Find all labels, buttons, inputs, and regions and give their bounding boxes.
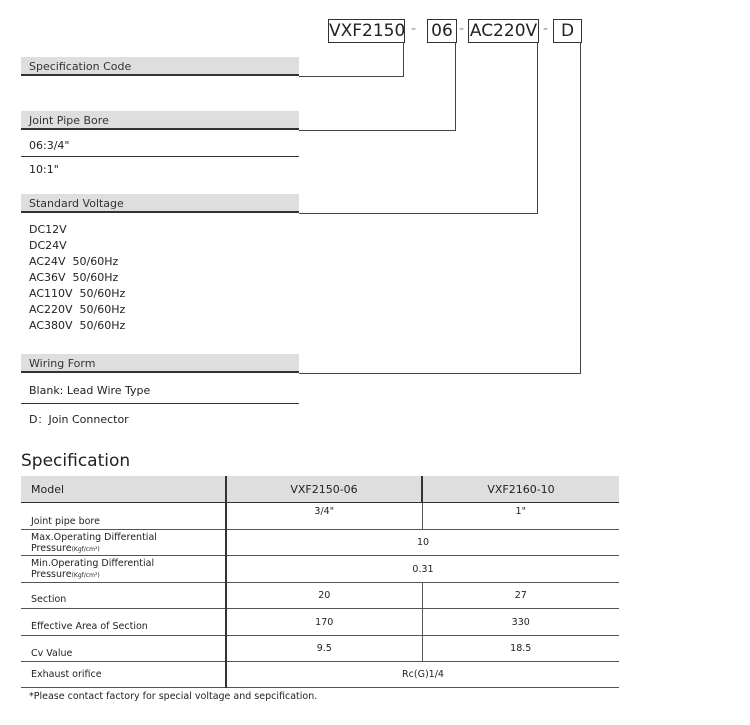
row-value: 330 <box>422 609 619 636</box>
table-row <box>21 530 619 556</box>
connector-line <box>455 42 456 130</box>
row-label <box>21 530 226 556</box>
wiring-form-header: Wiring Form <box>21 354 299 373</box>
row-label-text: Max.Operating Differential Pressure <box>31 531 157 554</box>
row-label: Exhaust orifice <box>21 662 226 688</box>
table-row <box>21 556 619 583</box>
footnote: *Please contact factory for special voltage and sepcification. <box>29 691 318 702</box>
voltage-option: AC110V 50/60Hz <box>29 287 126 300</box>
connector-line <box>299 76 404 77</box>
header-model-1: VXF2150-06 <box>226 476 422 503</box>
row-value: 18.5 <box>422 636 619 662</box>
voltage-option: AC220V 50/60Hz <box>29 303 126 316</box>
row-value: 27 <box>422 583 619 609</box>
voltage-option: AC380V 50/60Hz <box>29 319 126 332</box>
code-separator: - <box>411 21 417 37</box>
table-row <box>21 662 619 688</box>
voltage-option: AC24V 50/60Hz <box>29 255 119 268</box>
joint-pipe-bore-header: Joint Pipe Bore <box>21 111 299 130</box>
code-separator: - <box>459 21 465 37</box>
row-label: Effective Area of Section <box>21 609 226 636</box>
row-value-merged: 0.31 <box>226 556 619 583</box>
unit-label: (Kgf/cm²) <box>71 545 100 553</box>
code-part-bore: 06 <box>427 19 457 43</box>
connector-line <box>299 373 581 374</box>
connector-line <box>299 213 538 214</box>
row-value-merged: 10 <box>226 530 619 556</box>
table-row <box>21 636 619 662</box>
connector-line <box>299 130 456 131</box>
row-label: Cv Value <box>21 636 226 662</box>
unit-label: (Kgf/cm²) <box>71 572 100 579</box>
row-value: 170 <box>226 609 422 636</box>
voltage-option: AC36V 50/60Hz <box>29 271 119 284</box>
row-value: 1" <box>422 503 619 530</box>
code-separator: - <box>543 21 549 37</box>
divider <box>21 403 299 404</box>
wiring-option: Blank: Lead Wire Type <box>29 384 151 397</box>
voltage-option: DC12V <box>29 223 67 236</box>
row-label: Section <box>21 583 226 609</box>
spec-title: Specification <box>21 451 131 471</box>
row-label-text: Min.Operating Differential Pressure <box>31 558 155 580</box>
row-value: 20 <box>226 583 422 609</box>
bore-option: 06:3/4" <box>29 139 70 152</box>
specification-code-header: Specification Code <box>21 57 299 76</box>
table-row <box>21 583 619 609</box>
row-value-merged: Rc(G)1/4 <box>226 662 619 688</box>
table-row <box>21 503 619 530</box>
connector-line <box>580 42 581 373</box>
header-model: Model <box>21 476 226 503</box>
wiring-option: D：Join Connector <box>29 413 129 426</box>
spec-table <box>21 476 619 688</box>
voltage-list <box>29 222 125 334</box>
row-value: 3/4" <box>226 503 422 530</box>
standard-voltage-header: Standard Voltage <box>21 194 299 213</box>
divider <box>21 156 299 157</box>
connector-line <box>403 42 404 76</box>
bore-option: 10:1" <box>29 163 59 176</box>
code-part-model: VXF2150 <box>329 21 406 41</box>
code-part-voltage: AC220V <box>469 21 538 41</box>
table-row <box>21 609 619 636</box>
table-header-row <box>21 476 619 503</box>
row-label: Joint pipe bore <box>21 503 226 530</box>
connector-line <box>537 42 538 213</box>
code-part-wiring: D <box>553 19 582 43</box>
header-model-2: VXF2160-10 <box>422 476 619 503</box>
row-value: 9.5 <box>226 636 422 662</box>
voltage-option: DC24V <box>29 239 67 252</box>
row-label <box>21 556 226 583</box>
